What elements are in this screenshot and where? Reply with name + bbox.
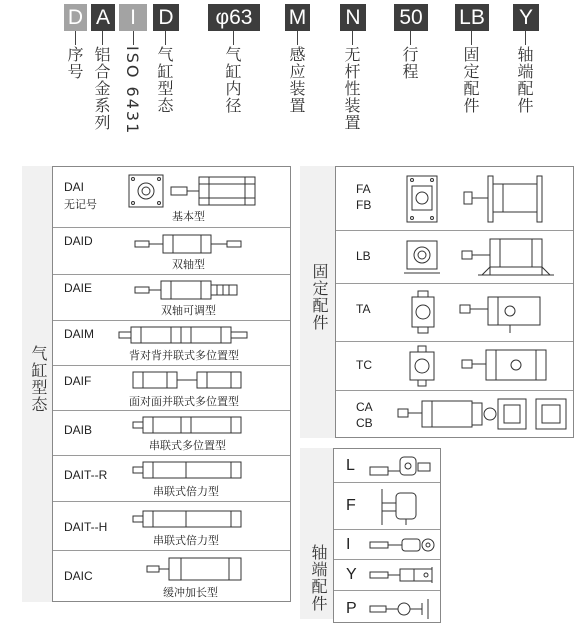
code-box-rodless: N <box>340 4 366 31</box>
type-row <box>53 551 290 603</box>
type-caption: 双轴型 <box>172 258 205 271</box>
type-code: DAIT--H <box>64 520 108 534</box>
rod-code: I <box>346 536 351 553</box>
type-row <box>53 502 290 551</box>
cylinder-basic-icon <box>127 172 261 212</box>
trunnion-front-icon <box>404 289 570 337</box>
foot-mount-icon <box>404 235 570 279</box>
label-series: 铝合金系列 <box>92 46 111 131</box>
code-box-standard: I <box>119 4 147 31</box>
cylinder-back-to-back-icon <box>117 326 251 344</box>
type-code: DAIT--R <box>64 468 108 482</box>
cylinder-types-panel <box>52 166 291 602</box>
rod-row <box>334 591 440 624</box>
rod-l-fitting-icon <box>368 453 434 479</box>
type-code: DAIF <box>64 374 92 388</box>
code-box-bore: φ63 <box>208 4 260 31</box>
mount-fittings-title: 固定配件 <box>310 263 329 331</box>
label-stroke: 行程 <box>400 46 419 80</box>
rod-i-fitting-icon <box>368 534 436 556</box>
type-caption: 串联式倍力型 <box>153 485 219 498</box>
type-code: DAIC <box>64 569 93 583</box>
label-serial: 序号 <box>65 46 84 80</box>
label-sensor: 感应装置 <box>287 46 306 114</box>
cylinder-tandem-multi-icon <box>131 416 245 434</box>
type-row <box>53 411 290 456</box>
rod-fittings-title: 轴端配件 <box>309 544 328 612</box>
mount-code: TC <box>356 358 372 372</box>
rod-fittings-panel <box>333 448 441 623</box>
mount-code: LB <box>356 249 371 263</box>
rod-code: P <box>346 600 357 617</box>
label-mount: 固定配件 <box>461 46 480 114</box>
type-caption: 缓冲加长型 <box>163 586 218 599</box>
mount-row <box>336 284 573 342</box>
type-row <box>53 321 290 366</box>
cylinder-cushion-long-icon <box>145 556 245 582</box>
rod-flange-fitting-icon <box>378 487 428 527</box>
type-code: DAIB <box>64 423 93 437</box>
cylinder-tandem-force-r-icon <box>131 461 245 479</box>
code-box-type: D <box>153 4 179 31</box>
clevis-mount-icon <box>396 397 572 431</box>
label-standard: ISO 6431 <box>123 46 142 136</box>
cylinder-adjustable-icon <box>133 279 243 301</box>
cylinder-double-rod-icon <box>133 233 243 255</box>
type-row <box>53 456 290 502</box>
rod-code: Y <box>346 566 357 583</box>
mount-code: FA <box>356 182 371 196</box>
type-caption: 基本型 <box>172 210 205 223</box>
rod-code: F <box>346 497 356 514</box>
cylinder-types-title: 气缸型态 <box>29 345 48 413</box>
label-rod-end: 轴端配件 <box>515 46 534 114</box>
mount-row <box>336 391 573 439</box>
type-row <box>53 275 290 321</box>
type-subcode: 无记号 <box>64 199 97 211</box>
flange-mount-icon <box>404 174 570 224</box>
trunnion-center-icon <box>404 344 570 388</box>
mount-code: TA <box>356 302 371 316</box>
code-box-rod-end: Y <box>513 4 539 31</box>
type-caption: 串联式倍力型 <box>153 534 219 547</box>
type-code: DAID <box>64 234 93 248</box>
code-box-series: A <box>91 4 115 31</box>
code-box-stroke: 50 <box>394 4 428 31</box>
type-code: DAI <box>64 180 85 194</box>
mount-fittings-panel <box>335 166 574 438</box>
type-caption: 面对面并联式多位置型 <box>129 395 239 408</box>
rod-y-fitting-icon <box>368 564 436 586</box>
rod-code: L <box>346 457 355 474</box>
mount-row <box>336 231 573 284</box>
rod-row <box>334 560 440 591</box>
mount-code: FB <box>356 198 372 212</box>
code-box-sensor: M <box>285 4 310 31</box>
type-row <box>53 167 290 228</box>
rod-row <box>334 449 440 483</box>
label-type: 气缸型态 <box>155 46 174 114</box>
rod-row <box>334 530 440 560</box>
type-row <box>53 228 290 275</box>
mount-row <box>336 167 573 231</box>
type-caption: 串联式多位置型 <box>149 439 226 452</box>
label-rodless: 无杆性装置 <box>342 46 361 131</box>
rod-row <box>334 483 440 530</box>
type-code: DAIM <box>64 327 94 341</box>
type-caption: 背对背并联式多位置型 <box>129 349 239 362</box>
mount-code: CB <box>356 416 373 430</box>
type-code: DAIE <box>64 281 93 295</box>
cylinder-face-to-face-icon <box>131 370 243 390</box>
cylinder-tandem-force-h-icon <box>131 510 245 528</box>
code-box-mount: LB <box>455 4 489 31</box>
label-bore: 气缸内径 <box>223 46 242 114</box>
type-caption: 双轴可调型 <box>161 304 216 317</box>
rod-p-fitting-icon <box>368 597 436 621</box>
code-box-serial: D <box>64 4 87 31</box>
type-row <box>53 366 290 411</box>
mount-code: CA <box>356 400 373 414</box>
mount-row <box>336 342 573 391</box>
